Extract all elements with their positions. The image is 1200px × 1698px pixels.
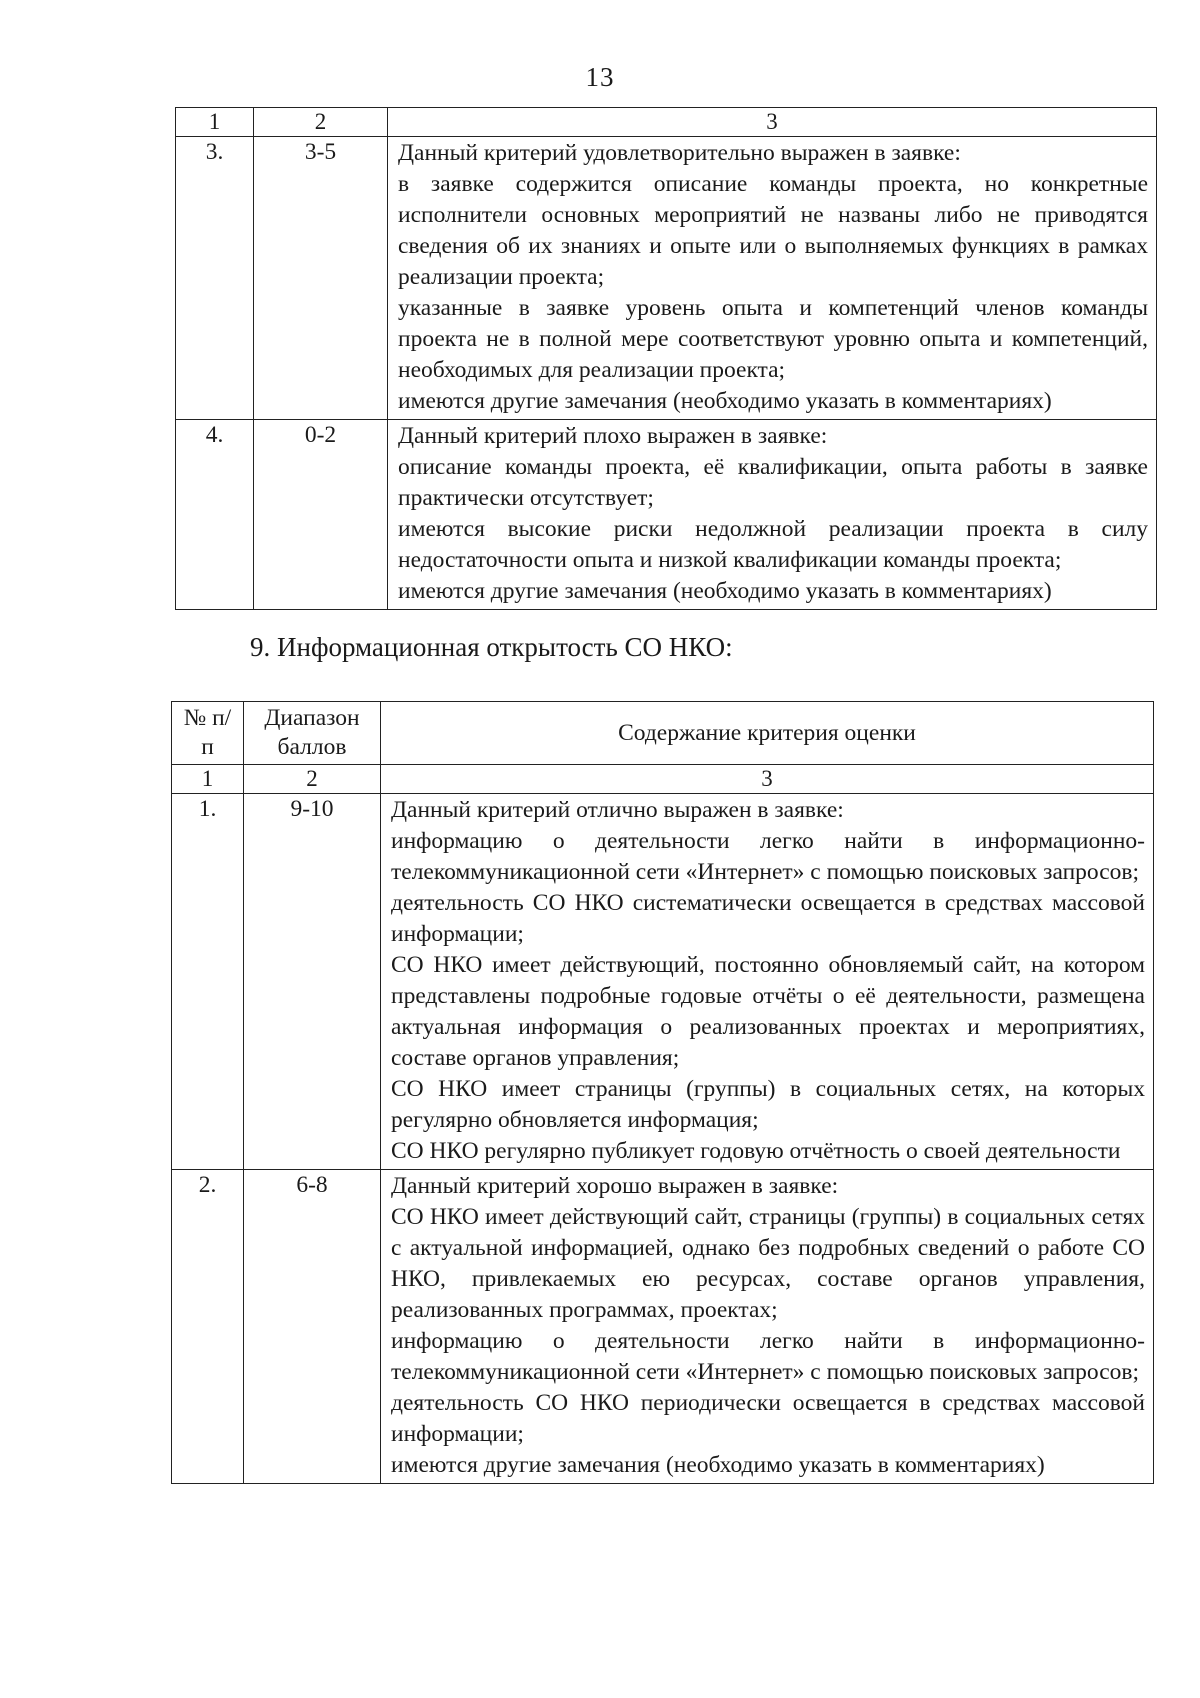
criterion-paragraph: Данный критерий отлично выражен в заявке: — [391, 797, 844, 823]
criterion-paragraph: СО НКО регулярно публикует годовую отчётность о своей деятельности — [391, 1138, 1121, 1164]
row-number: 3. — [176, 137, 254, 420]
column-index-row — [176, 108, 1157, 137]
criterion-description — [381, 1170, 1154, 1484]
score-range: 6-8 — [244, 1170, 381, 1484]
criterion-paragraph: Данный критерий удовлетворительно выражен в заявке: — [398, 140, 961, 166]
table-header-row — [172, 702, 1154, 765]
criterion-paragraph: деятельность СО НКО периодически освещается в средствах массовой информации; — [391, 1390, 1145, 1447]
header-content: Содержание критерия оценки — [381, 702, 1154, 765]
criterion-paragraph: СО НКО имеет действующий, постоянно обновляемый сайт, на котором представлены подробные годовые отчёты о её деятельности, размещена актуальная информация о реализованных проектах и мероприятиях, составе органов управления; — [391, 952, 1145, 1071]
criterion-paragraph: в заявке содержится описание команды проекта, но конкретные исполнители основных мероприятий не названы либо не приводятся сведения об их знаниях и опыте или о выполняемых функциях в рамках реализации проекта; — [398, 171, 1148, 290]
column-index-2: 2 — [244, 765, 381, 794]
criterion-paragraph: указанные в заявке уровень опыта и компетенций членов команды проекта не в полной мере соответствуют уровню опыта и компетенций, необходимых для реализации проекта; — [398, 295, 1148, 383]
table-row — [176, 137, 1157, 420]
criterion-paragraph: имеются высокие риски недолжной реализации проекта в силу недостаточности опыта и низкой квалификации команды проекта; — [398, 516, 1148, 573]
table-row — [172, 1170, 1154, 1484]
row-number: 1. — [172, 794, 244, 1170]
section-heading: 9. Информационная открытость СО НКО: — [250, 632, 733, 662]
criterion-paragraph: имеются другие замечания (необходимо указать в комментариях) — [398, 578, 1052, 604]
row-number: 2. — [172, 1170, 244, 1484]
column-index-row — [172, 765, 1154, 794]
criterion-description — [381, 794, 1154, 1170]
score-range: 3-5 — [254, 137, 388, 420]
row-number: 4. — [176, 420, 254, 610]
criterion-paragraph: информацию о деятельности легко найти в информационно-телекоммуникационной сети «Интернет» с помощью поисковых запросов; — [391, 1328, 1145, 1385]
criterion-paragraph: СО НКО имеет страницы (группы) в социальных сетях, на которых регулярно обновляется информация; — [391, 1076, 1145, 1133]
criteria-table-continued — [175, 107, 1157, 610]
column-index-3: 3 — [388, 108, 1157, 137]
criterion-paragraph: имеются другие замечания (необходимо указать в комментариях) — [398, 388, 1052, 414]
criterion-paragraph: информацию о деятельности легко найти в информационно-телекоммуникационной сети «Интернет» с помощью поисковых запросов; — [391, 828, 1145, 885]
criterion-paragraph: СО НКО имеет действующий сайт, страницы (группы) в социальных сетях с актуальной информацией, однако без подробных сведений о работе СО НКО, привлекаемых ею ресурсах, составе органов управления, реализованных программах, проектах; — [391, 1204, 1145, 1323]
score-range: 9-10 — [244, 794, 381, 1170]
table-row — [172, 794, 1154, 1170]
page-number: 13 — [585, 62, 615, 92]
column-index-3: 3 — [381, 765, 1154, 794]
score-range: 0-2 — [254, 420, 388, 610]
criterion-paragraph: Данный критерий плохо выражен в заявке: — [398, 423, 828, 449]
table-row — [176, 420, 1157, 610]
criteria-table-information-openness — [171, 701, 1154, 1484]
criterion-description — [388, 420, 1157, 610]
column-index-1: 1 — [172, 765, 244, 794]
header-number: № п/п — [172, 702, 244, 765]
criterion-paragraph: деятельность СО НКО систематически освещается в средствах массовой информации; — [391, 890, 1145, 947]
criterion-paragraph: описание команды проекта, её квалификации, опыта работы в заявке практически отсутствует; — [398, 454, 1148, 511]
column-index-2: 2 — [254, 108, 388, 137]
criterion-paragraph: Данный критерий хорошо выражен в заявке: — [391, 1173, 839, 1199]
criterion-paragraph: имеются другие замечания (необходимо указать в комментариях) — [391, 1452, 1045, 1478]
column-index-1: 1 — [176, 108, 254, 137]
criterion-description — [388, 137, 1157, 420]
header-range: Диапазон баллов — [244, 702, 381, 765]
